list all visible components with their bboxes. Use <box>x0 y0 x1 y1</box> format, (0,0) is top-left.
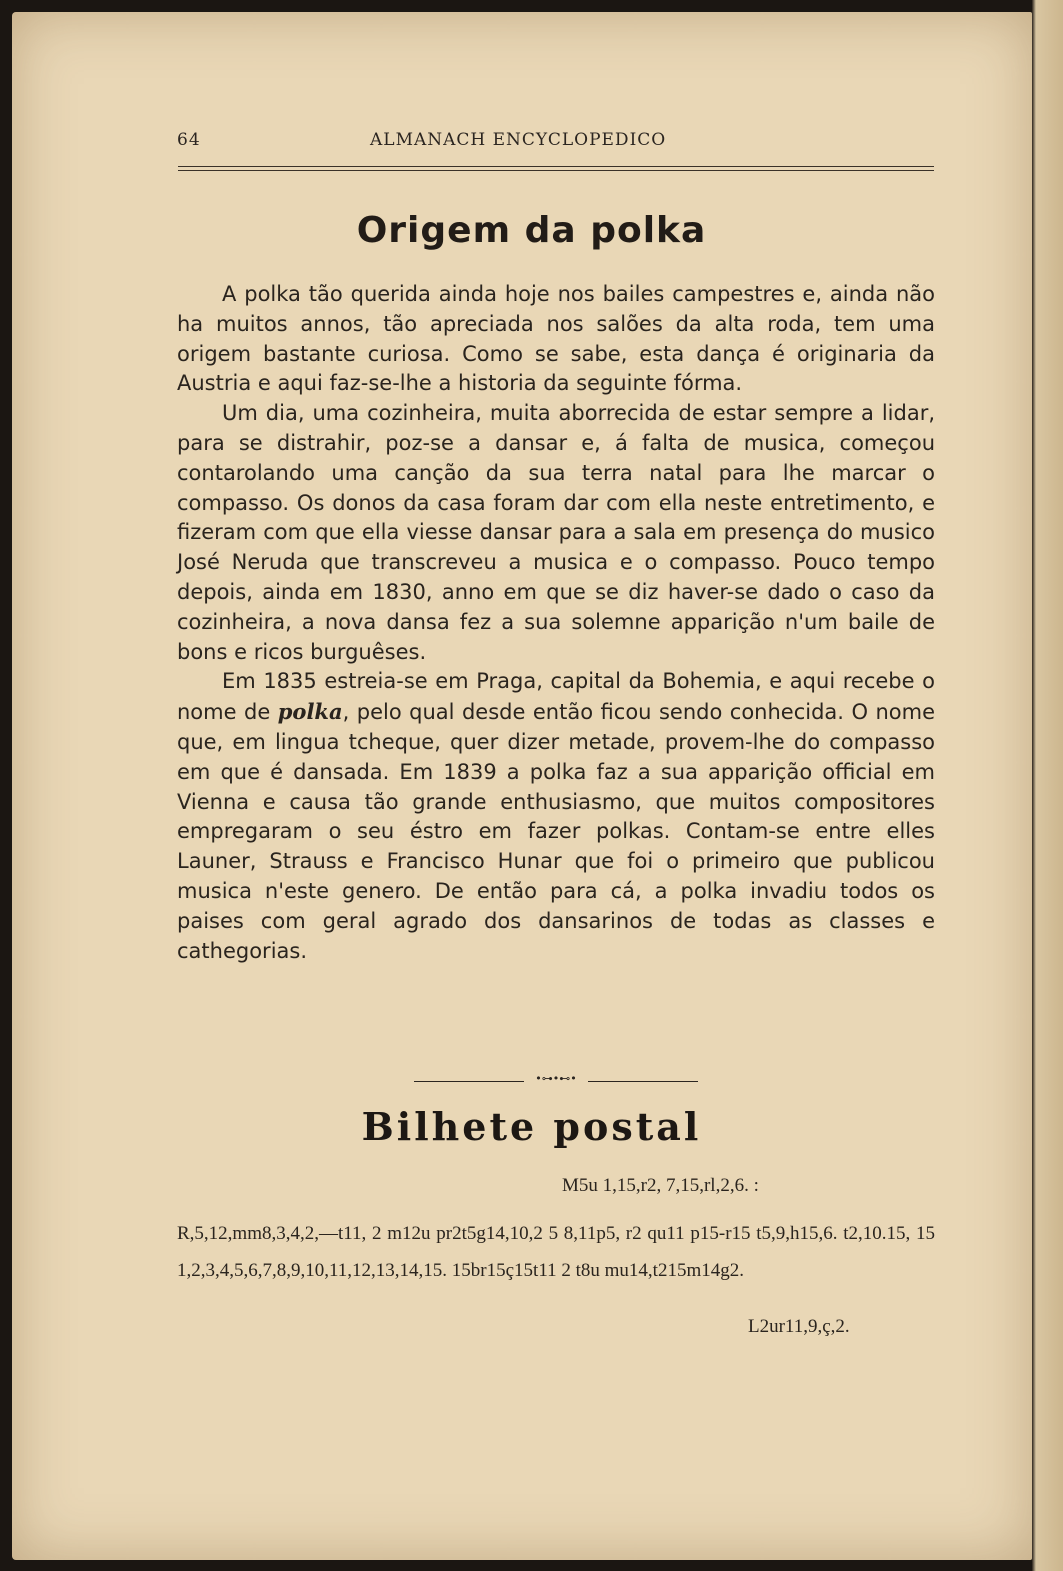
header-double-rule <box>178 166 934 171</box>
divider-line-right <box>588 1081 698 1082</box>
cipher-body: R,5,12,mm8,3,4,2,—t11, 2 m12u pr2t5g14,10,2 5 8,11p5, r2 qu11 p15-r15 t5,9,h15,6. t2,10.15, 15 1,2,3,4,5,6,7,8,9,10,11,12,13,14,15. 15br15ç15t11 2 t8u mu14,t215m14g2. <box>177 1223 935 1281</box>
italic-polka-word: polka <box>277 699 343 725</box>
article-title-postcard: Bilhete postal <box>361 1104 702 1149</box>
paragraph-2: Um dia, uma cozinheira, muita aborrecida de estar sempre a lidar, para se distrahir, poz-se a dansar e, á falta de musica, começou contarolando uma canção da sua terra natal para lhe marcar o compasso. Os donos da casa foram dar com ella neste entretimento, e fizeram com que ella viesse dansar para a sala em presença do musico José Neruda que transcreveu a musica e o compasso. Pouco tempo depois, ainda em 1830, anno em que se diz haver-se dado o caso da cozinheira, a nova dansa fez a sua solemne apparição n'um baile de bons e ricos burguêses. <box>177 401 935 664</box>
running-title: ALMANACH ENCYCLOPEDICO <box>370 130 667 150</box>
article-body-polka <box>177 280 935 966</box>
paragraph-3-end: , pelo qual desde então ficou sendo conhecida. O nome que, em lingua tcheque, quer dizer metade, provem-lhe do compasso em que é dansada. Em 1839 a polka faz a sua apparição official em Vienna e causa tão grande enthusiasmo, que muitos compositores empregaram o seu éstro em fazer polkas. Contam-se entre elles Launer, Strauss e Francisco Hunar que foi o primeiro que publicou musica n'este genero. De então para cá, a polka invadiu todos os paises com geral agrado dos dansarinos de todas as classes e cathegorias. <box>177 700 935 963</box>
paragraph-3 <box>177 667 935 966</box>
page-number: 64 <box>177 130 201 150</box>
section-divider <box>414 1072 698 1085</box>
article-title-polka: Origem da polka <box>356 210 707 251</box>
divider-line-left <box>414 1081 524 1082</box>
running-header <box>177 130 935 154</box>
paragraph-1: A polka tão querida ainda hoje nos bailes campestres e, ainda não ha muitos annos, tão apreciada nos salões da alta roda, tem uma origem bastante curiosa. Como se sabe, esta dança é originaria da Austria e aqui faz-se-lhe a historia da seguinte fórma. <box>177 282 935 396</box>
cipher-signature: L2ur11,9,ç,2. <box>748 1316 850 1337</box>
cipher-heading-line: M5u 1,15,r2, 7,15,rl,2,6. : <box>562 1175 759 1196</box>
paragraph-3-start: Em 1835 estreia-se em Praga, capital da Bohemia, e aqui recebe o nome de <box>177 669 935 725</box>
divider-ornament: •⊶•⊷• <box>535 1072 577 1085</box>
